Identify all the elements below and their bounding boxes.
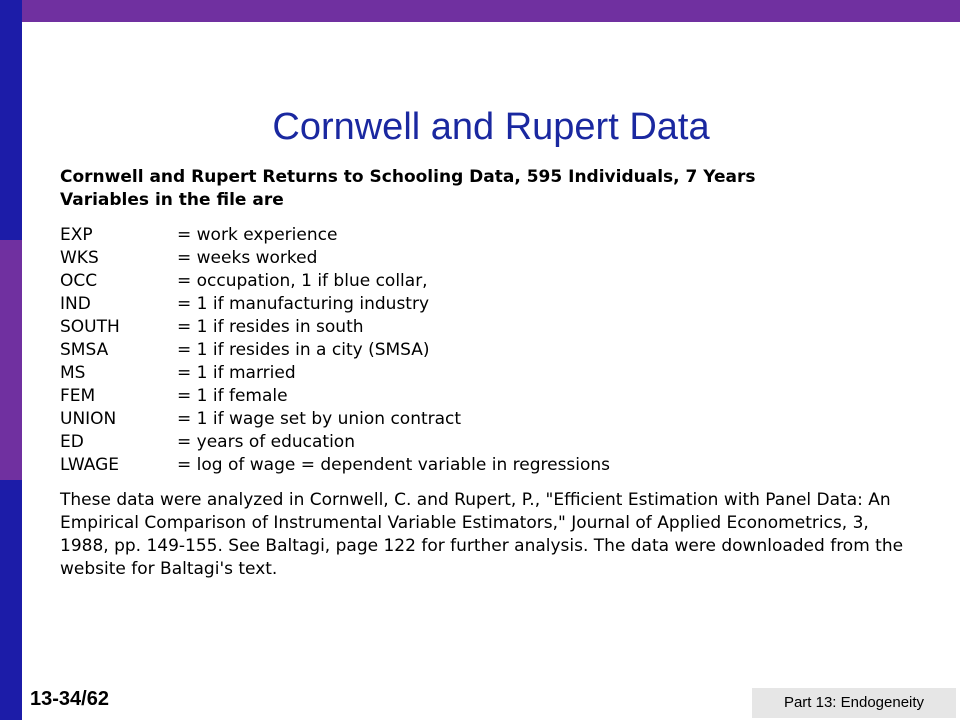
slide-number: 13-34/62	[30, 688, 109, 710]
variable-row	[60, 316, 940, 339]
variable-name: OCC	[60, 271, 98, 291]
variable-row	[60, 293, 940, 316]
variable-name: WKS	[60, 248, 99, 268]
variable-row	[60, 454, 940, 477]
variable-row	[60, 408, 940, 431]
variable-description: = weeks worked	[177, 248, 318, 268]
heading	[60, 166, 940, 212]
variable-row	[60, 339, 940, 362]
variable-description: = 1 if female	[177, 386, 288, 406]
variable-row	[60, 385, 940, 408]
variable-description: = years of education	[177, 432, 355, 452]
variable-description: = 1 if married	[177, 363, 296, 383]
variable-name: SMSA	[60, 340, 109, 360]
variable-name: IND	[60, 294, 91, 314]
slide-title: Cornwell and Rupert Data	[272, 106, 710, 148]
part-label: Part 13: Endogeneity	[752, 688, 956, 718]
variable-description: = 1 if wage set by union contract	[177, 409, 462, 429]
variable-row	[60, 224, 940, 247]
variable-description: = 1 if resides in south	[177, 317, 364, 337]
variable-row	[60, 431, 940, 454]
left-bar-segment-bottom	[0, 480, 22, 720]
variable-name: MS	[60, 363, 86, 383]
heading-line-1: Cornwell and Rupert Returns to Schooling Data, 595 Individuals, 7 Years	[60, 167, 756, 187]
variable-list	[60, 224, 940, 477]
variable-description: = 1 if resides in a city (SMSA)	[177, 340, 430, 360]
variable-name: ED	[60, 432, 84, 452]
left-bar-segment-middle	[0, 240, 22, 480]
source-note: These data were analyzed in Cornwell, C. and Rupert, P., "Efficient Estimation with Panel Data: An Empirical Comparison of Instrumental Variable Estimators," Journal of Applied Econometrics, 3, 1988, pp. 149-155. See Baltagi, page 122 for further analysis. The data were downloaded from the website for Baltagi's text.	[60, 490, 904, 579]
variable-name: SOUTH	[60, 317, 120, 337]
variable-row	[60, 247, 940, 270]
slide-content	[60, 166, 940, 581]
left-decor-bar	[0, 0, 22, 720]
variable-name: FEM	[60, 386, 96, 406]
variable-name: EXP	[60, 225, 93, 245]
variable-row	[60, 270, 940, 293]
top-decor-bar	[0, 0, 960, 22]
variable-description: = 1 if manufacturing industry	[177, 294, 430, 314]
variable-name: UNION	[60, 409, 117, 429]
variable-description: = log of wage = dependent variable in regressions	[177, 455, 611, 475]
variable-row	[60, 362, 940, 385]
variable-name: LWAGE	[60, 455, 120, 475]
variable-description: = occupation, 1 if blue collar,	[177, 271, 428, 291]
heading-line-2: Variables in the file are	[60, 190, 284, 210]
left-bar-segment-top	[0, 0, 22, 240]
variable-description: = work experience	[177, 225, 338, 245]
